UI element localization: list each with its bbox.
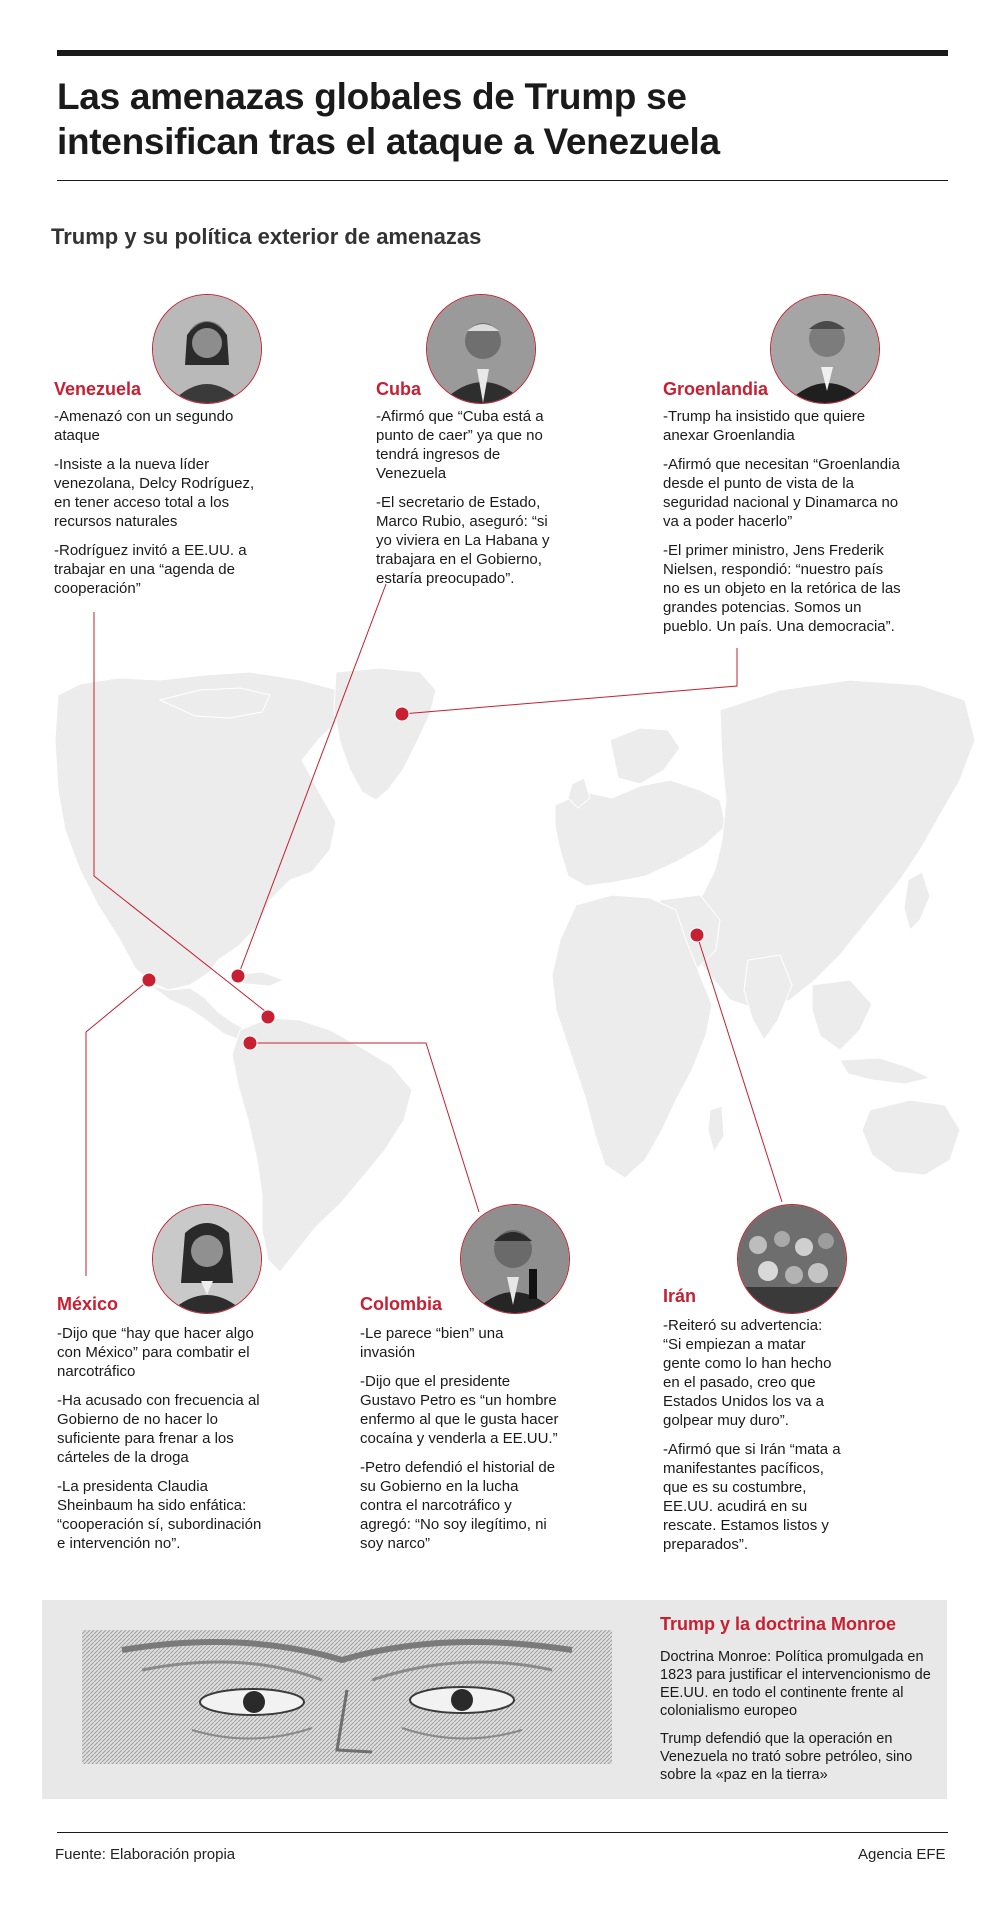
country-name-groenlandia: Groenlandia xyxy=(663,379,769,399)
land-se-asia xyxy=(812,980,872,1050)
footer-rule xyxy=(57,1832,948,1833)
land-asia xyxy=(680,680,975,1010)
land-indonesia xyxy=(840,1058,930,1084)
bullet-colombia-2: -Dijo que el presidente Gustavo Petro es “un hombre enfermo al que le gusta hacer cocaína y venderla a EE.UU.” xyxy=(360,1373,559,1447)
title-line-1: Las amenazas globales de Trump se xyxy=(57,76,687,117)
country-name-mexico: México xyxy=(57,1294,119,1314)
country-name-colombia: Colombia xyxy=(360,1294,443,1314)
bullet-mexico-2: -Ha acusado con frecuencia al Gobierno de no hacer lo suficiente para frenar a los cárteles de la droga xyxy=(57,1392,260,1466)
map-land xyxy=(55,668,975,1272)
bullet-venezuela-2: -Insiste a la nueva líder venezolana, Delcy Rodríguez, en tener acceso total a los recursos naturales xyxy=(54,456,255,530)
marker-cuba xyxy=(231,969,245,983)
marker-groenlandia xyxy=(395,707,409,721)
country-name-venezuela: Venezuela xyxy=(54,379,142,399)
country-name-iran: Irán xyxy=(663,1286,697,1306)
block-venezuela xyxy=(54,378,259,608)
marker-iran xyxy=(690,928,704,942)
bullet-venezuela-1: -Amenazó con un segundo ataque xyxy=(54,408,234,444)
monroe-paragraph-1: Doctrina Monroe: Política promulgada en 1823 para justificar el intervencionismo de EE.UU. en todo el continente frente al colonialismo europeo xyxy=(660,1649,931,1719)
bullet-iran-1: -Reiteró su advertencia: “Si empiezan a matar gente como lo han hecho en el pasado, creo que Estados Unidos los va a golpear muy duro”. xyxy=(663,1317,832,1429)
footer-agency: Agencia EFE xyxy=(858,1846,946,1863)
bullet-iran-2: -Afirmó que si Irán “mata a manifestantes pacíficos, que es su costumbre, EE.UU. acudirá en su rescate. Estamos listos y preparados”. xyxy=(663,1441,841,1553)
marker-venezuela xyxy=(261,1010,275,1024)
bullets-cuba xyxy=(376,407,562,588)
block-mexico xyxy=(57,1293,272,1563)
block-groenlandia xyxy=(663,378,903,646)
block-cuba xyxy=(376,378,562,598)
land-scandinavia xyxy=(610,728,680,784)
country-name-cuba: Cuba xyxy=(376,379,421,399)
bullets-groenlandia xyxy=(663,407,903,636)
bullet-groenlandia-2: -Afirmó que necesitan “Groenlandia desde el punto de vista de la seguridad nacional y Dinamarca no va a poder hacerlo” xyxy=(663,456,900,530)
title-line-2: intensifican tras el ataque a Venezuela xyxy=(57,121,720,162)
trump-eyes-image xyxy=(82,1630,612,1764)
bullets-mexico xyxy=(57,1324,272,1553)
bullets-colombia xyxy=(360,1324,560,1553)
bullet-mexico-3: -La presidenta Claudia Sheinbaum ha sido enfática: “cooperación sí, subordinación e intervención no”. xyxy=(57,1478,262,1552)
bullet-cuba-1: -Afirmó que “Cuba está a punto de caer” ya que no tendrá ingresos de Venezuela xyxy=(376,408,544,482)
block-colombia xyxy=(360,1293,560,1563)
bullet-groenlandia-3: -El primer ministro, Jens Frederik Nielsen, respondió: “nuestro país no es un objeto en la retórica de las grandes potencias. Somos un pueblo. Un país. Una democracia”. xyxy=(663,542,901,635)
marker-mexico xyxy=(142,973,156,987)
land-north-america xyxy=(55,672,344,990)
bullet-colombia-3: -Petro defendió el historial de su Gobierno en la lucha contra el narcotráfico y agregó: “No soy ilegítimo, ni soy narco” xyxy=(360,1459,556,1552)
land-madagascar xyxy=(708,1106,724,1152)
monroe-text xyxy=(660,1648,942,1794)
bullets-iran xyxy=(663,1316,843,1554)
marker-colombia xyxy=(243,1036,257,1050)
monroe-paragraph-2: Trump defendió que la operación en Venezuela no trató sobre petróleo, sino sobre la «paz en la tierra» xyxy=(660,1731,913,1783)
bullet-venezuela-3: -Rodríguez invitó a EE.UU. a trabajar en una “agenda de cooperación” xyxy=(54,542,247,597)
footer-source: Fuente: Elaboración propia xyxy=(55,1846,236,1863)
land-india xyxy=(744,955,792,1040)
bullet-cuba-2: -El secretario de Estado, Marco Rubio, aseguró: “si yo viviera en La Habana y trabajara en el Gobierno, estaría preocupado”. xyxy=(376,494,550,587)
section-subtitle: Trump y su política exterior de amenazas xyxy=(51,224,482,249)
block-iran xyxy=(663,1285,843,1564)
bullet-groenlandia-1: -Trump ha insistido que quiere anexar Groenlandia xyxy=(663,408,866,444)
bullet-mexico-1: -Dijo que “hay que hacer algo con México” para combatir el narcotráfico xyxy=(57,1325,254,1380)
land-japan xyxy=(904,872,930,930)
land-greenland xyxy=(334,668,436,800)
connector-mexico xyxy=(86,980,149,1276)
connector-groenlandia xyxy=(402,648,737,714)
land-australia xyxy=(862,1100,960,1175)
bullet-colombia-1: -Le parece “bien” una invasión xyxy=(360,1325,504,1361)
land-central-america xyxy=(150,985,246,1040)
monroe-title: Trump y la doctrina Monroe xyxy=(660,1614,897,1634)
land-south-america xyxy=(232,1018,412,1272)
bullets-venezuela xyxy=(54,407,259,598)
